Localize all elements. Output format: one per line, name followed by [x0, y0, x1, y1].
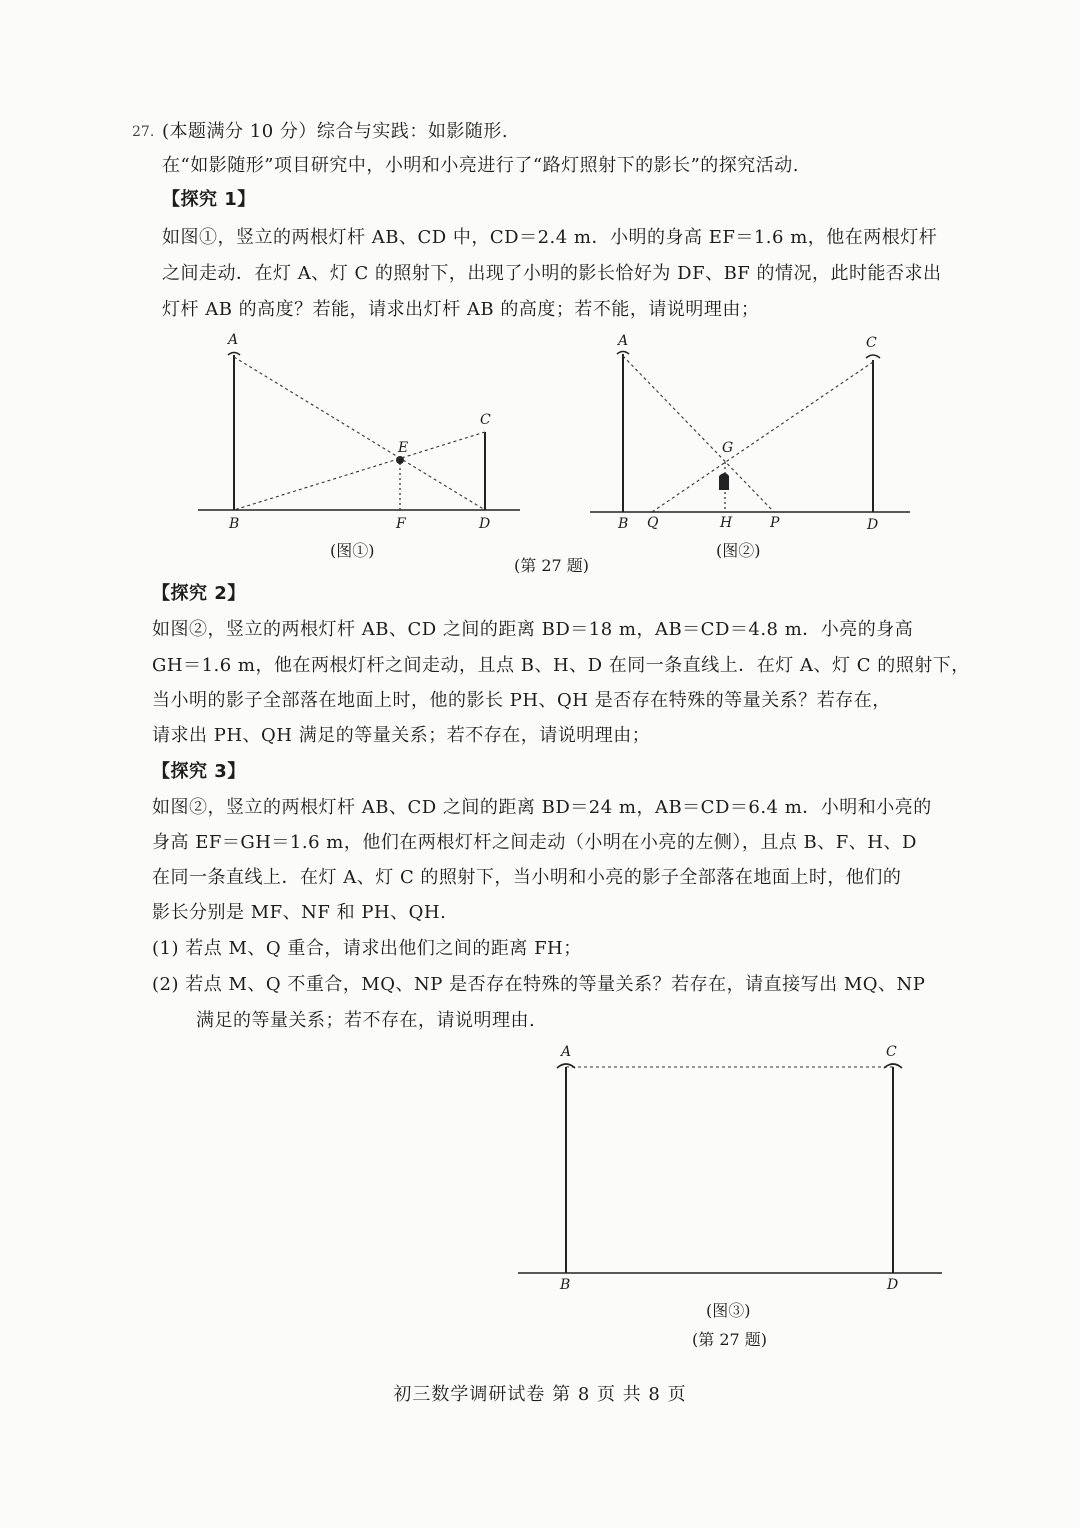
- explore3-sub2-line-1: (2) 若点 M、Q 不重合，MQ、NP 是否存在特殊的等量关系？若存在，请直接写出 MQ、NP: [152, 974, 926, 995]
- question-title: (本题满分 10 分）综合与实践：如影随形.: [162, 121, 509, 142]
- figure2-ray-a: [623, 356, 774, 512]
- figure3-label-d: D: [887, 1277, 899, 1293]
- figure1-ray-c: [234, 432, 485, 510]
- figure3-label-b: B: [560, 1277, 571, 1293]
- explore2-heading: 【探究 2】: [152, 583, 246, 604]
- figure3-sub-caption: (第 27 题): [692, 1330, 768, 1349]
- figure1-label-d: D: [479, 516, 491, 532]
- page-footer: 初三数学调研试卷 第 8 页 共 8 页: [393, 1384, 687, 1405]
- figure1-label-b: B: [229, 516, 240, 532]
- explore1-heading: 【探究 1】: [162, 189, 256, 210]
- explore2-line-4: 请求出 PH、QH 满足的等量关系；若不存在，请说明理由；: [152, 725, 651, 746]
- figure2-lamp-a: [617, 352, 629, 355]
- question-intro: 在“如影随形”项目研究中，小明和小亮进行了“路灯照射下的影长”的探究活动.: [162, 155, 800, 176]
- explore3-line-4: 影长分别是 MF、NF 和 PH、QH.: [152, 902, 447, 923]
- figure2-label-h: H: [720, 515, 733, 531]
- explore3-sub1: (1) 若点 M、Q 重合，请求出他们之间的距离 FH；: [152, 938, 582, 959]
- explore2-line-2: GH＝1.6 m，他在两根灯杆之间走动，且点 B、H、D 在同一条直线上．在灯 A、灯 C 的照射下，: [152, 655, 970, 676]
- explore3-line-1: 如图②，竖立的两根灯杆 AB、CD 之间的距离 BD＝24 m，AB＝CD＝6.4 m．小明和小亮的: [152, 797, 932, 818]
- figures12-caption: (第 27 题): [514, 556, 590, 575]
- figure2-label-p: P: [770, 515, 780, 531]
- figure1-lamp-a: [228, 353, 240, 356]
- explore3-sub2-line-2: 满足的等量关系；若不存在，请说明理由.: [196, 1010, 536, 1031]
- figure2-ray-c: [652, 362, 873, 512]
- figure2-label-q: Q: [647, 515, 659, 531]
- explore1-line-3: 灯杆 AB 的高度？若能，请求出灯杆 AB 的高度；若不能，请说明理由；: [162, 299, 760, 320]
- figure2-label-g: G: [722, 440, 734, 456]
- figure1-label-e: E: [398, 440, 409, 456]
- figure2-label-d: D: [867, 517, 879, 533]
- figure2-person-body: [719, 473, 729, 490]
- figure1-ray-a: [234, 357, 485, 510]
- explore1-line-1: 如图①，竖立的两根灯杆 AB、CD 中，CD＝2.4 m．小明的身高 EF＝1.6 m，他在两根灯杆: [162, 227, 938, 248]
- figure2-label-a: A: [618, 333, 629, 349]
- figure2-lamp-c: [866, 355, 880, 358]
- figure1-label-c: C: [480, 412, 491, 428]
- figure2-caption: (图②): [716, 541, 761, 560]
- figure1-label-a: A: [228, 332, 239, 348]
- figure2-label-b: B: [618, 516, 629, 532]
- figure3-caption: (图③): [706, 1301, 751, 1320]
- explore2-line-3: 当小明的影子全部落在地面上时，他的影长 PH、QH 是否存在特殊的等量关系？若存在，: [152, 690, 891, 711]
- figure3-label-c: C: [886, 1044, 897, 1060]
- figure1-caption: (图①): [330, 541, 375, 560]
- question-number: 27.: [132, 124, 155, 140]
- explore3-line-2: 身高 EF＝GH＝1.6 m，他们在两根灯杆之间走动（小明在小亮的左侧），且点 B、F、H、D: [152, 832, 917, 853]
- explore2-line-1: 如图②，竖立的两根灯杆 AB、CD 之间的距离 BD＝18 m，AB＝CD＝4.8 m．小亮的身高: [152, 619, 914, 640]
- explore3-line-3: 在同一条直线上．在灯 A、灯 C 的照射下，当小明和小亮的影子全部落在地面上时，他们的: [152, 867, 902, 888]
- explore1-line-2: 之间走动．在灯 A、灯 C 的照射下，出现了小明的影长恰好为 DF、BF 的情况，此时能否求出: [162, 263, 942, 284]
- figure2-label-c: C: [866, 335, 877, 351]
- figure3-label-a: A: [561, 1044, 572, 1060]
- figure1-label-f: F: [396, 516, 406, 532]
- explore3-heading: 【探究 3】: [152, 761, 246, 782]
